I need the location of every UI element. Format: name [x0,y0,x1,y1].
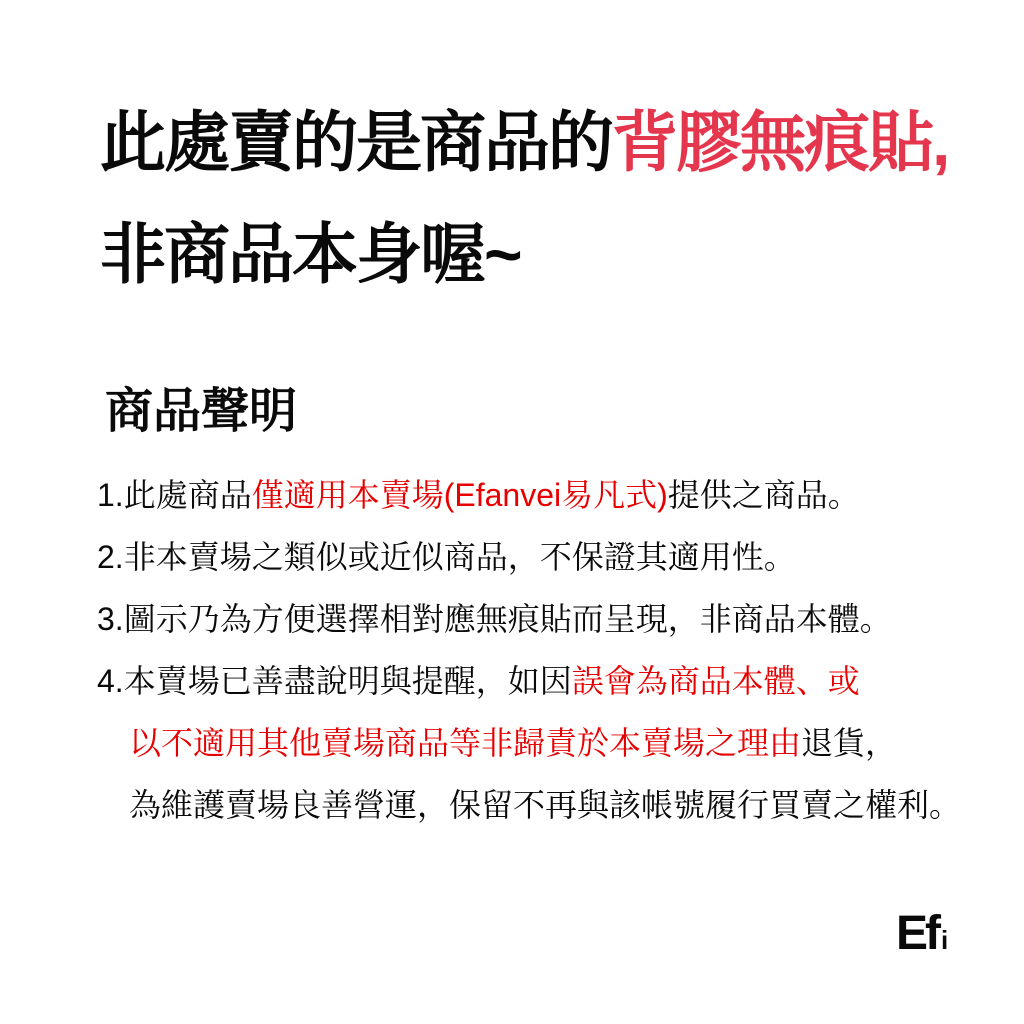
disclaimer-item-4-line-2 [97,712,961,774]
disclaimer-item-4-line-3 [97,774,961,836]
text-run: 僅適用本賣場(Efanvei易凡式) [251,477,668,513]
text-run: 為維護賣場良善營運，保留不再與該帳號履行買賣之權利。 [129,787,962,823]
headline-line-2 [100,198,948,310]
brand-logo-main: Ef [896,907,938,960]
headline [100,86,948,310]
text-run: 1.此處商品 [97,477,252,513]
text-run: 此處賣的是商品的 [100,105,612,179]
text-run: 背膠無痕貼, [612,105,949,179]
brand-logo [896,907,949,960]
disclaimer-list [97,464,961,836]
text-run: 退貨， [801,725,898,761]
headline-line-1 [100,86,948,198]
text-run: 3.圖示乃為方便選擇相對應無痕貼而呈現，非商品本體。 [97,601,892,637]
text-run: 以不適用其他賣場商品等非歸責於本賣場之理由 [129,725,802,761]
disclaimer-item-3 [97,588,961,650]
text-run: 非商品本身喔~ [100,217,521,291]
brand-logo-sub: i [941,925,949,955]
disclaimer-item-1 [97,464,961,526]
disclaimer-item-4-line-1 [97,650,961,712]
text-run: 4.本賣場已善盡說明與提醒，如因 [97,663,572,699]
text-run: 誤會為商品本體、或 [571,663,860,699]
disclaimer-item-2 [97,526,961,588]
section-title: 商品聲明 [105,385,298,438]
text-run: 2.非本賣場之類似或近似商品，不保證其適用性。 [97,539,796,575]
text-run: 提供之商品。 [667,477,860,513]
